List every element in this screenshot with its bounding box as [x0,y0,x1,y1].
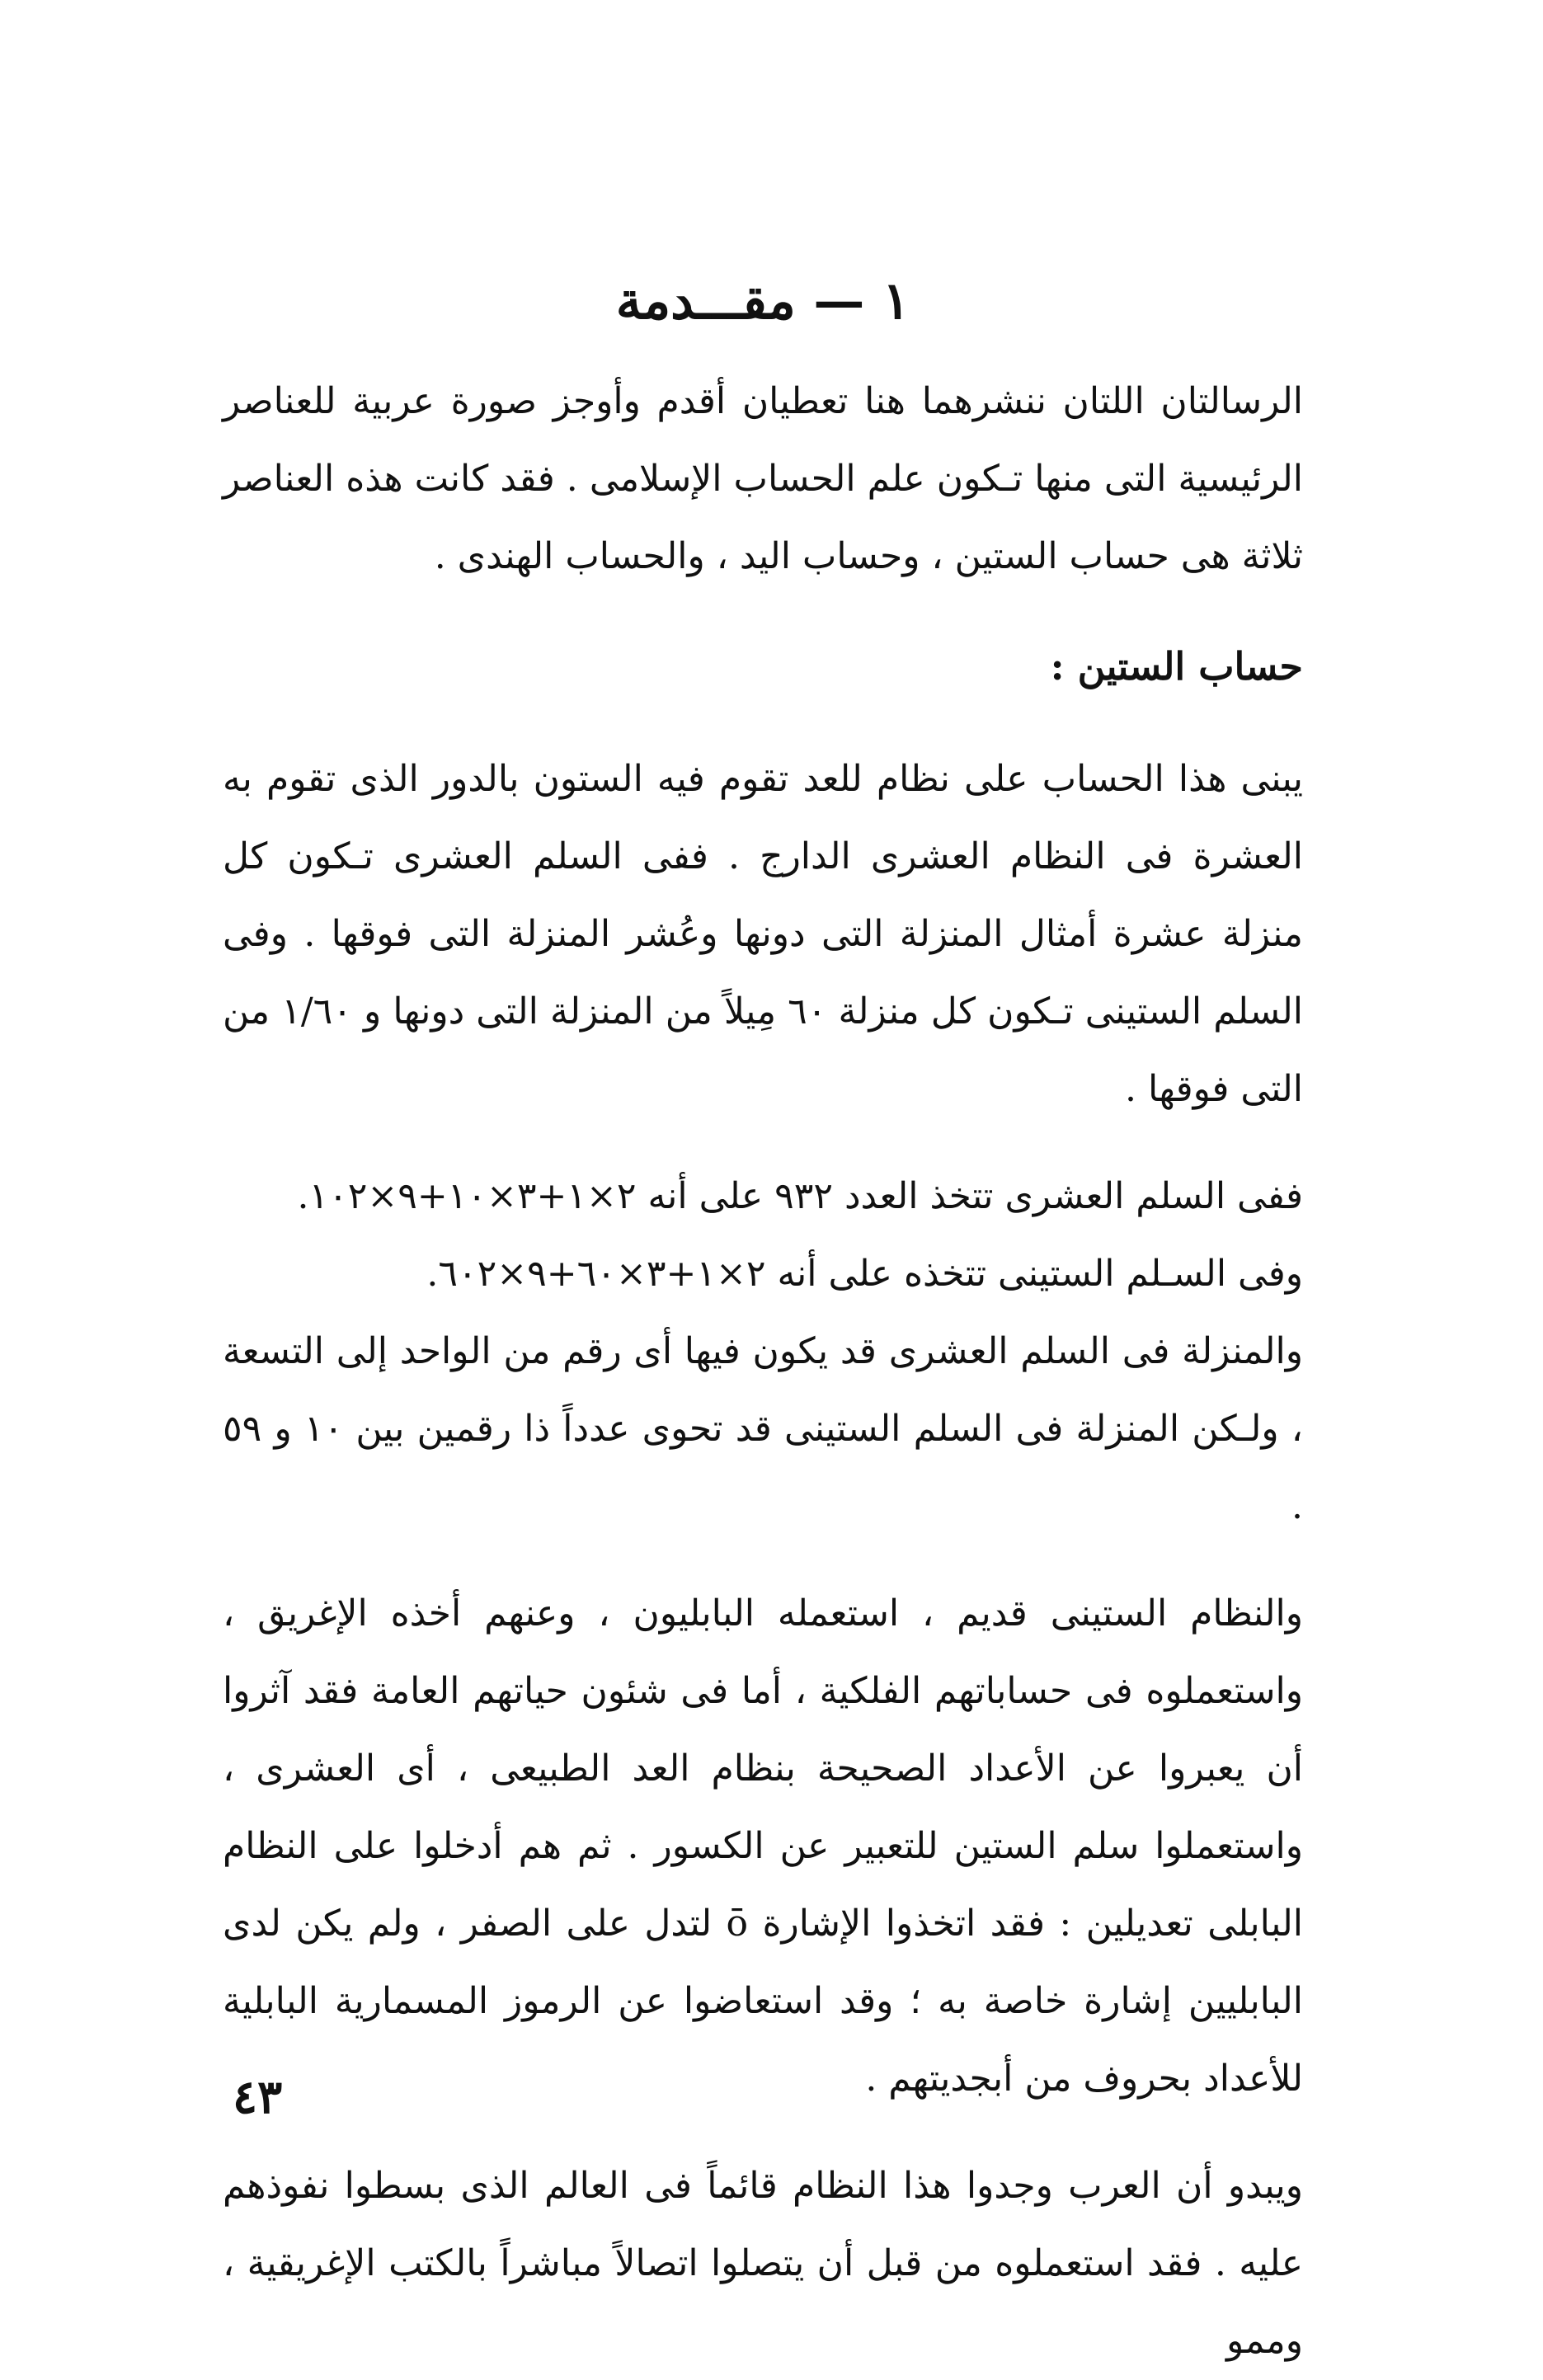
chapter-heading: ١ — مقـــدمة [615,270,910,331]
arabs-paragraph: ويبدو أن العرب وجدوا هذا النظام قائماً فى العالم الذى بسطوا نفوذهم عليه . فقد استعملوه من قبل أن يتصلوا اتصالاً مباشراً بالكتب الإغريقية ، وممو [223,2165,1303,2362]
babylonian-paragraph: والنظام الستينى قديم ، استعمله البابليون ، وعنهم أخذه الإغريق ، واستعملوه فى حساباتهم الفلكية ، أما فى شئون حياتهم العامة فقد آثروا أن يعبروا عن الأعداد الصحيحة بنظام العد الطبيعى ، أى العشرى ، واستعملوا سلم الستين للتعبير عن الكسور . ثم هم أدخلوا على النظام البابلى تعديلين : فقد اتخذوا الإشارة ō لتدل على الصفر ، ولم يكن لدى البابليين إشارة خاصة به ؛ وقد استعاضوا عن الرموز المسمارية البابلية للأعداد بحروف من أبجديتهم . [223,1592,1303,2100]
page-number: ٤٣ [233,2070,283,2124]
decimal-example-line: ففى السلم العشرى تتخذ العدد ٩٣٢ على أنه ٢×١+٣×١٠+٩×١٠٢. [297,1175,1303,1217]
sexagesimal-paragraph: يبنى هذا الحساب على نظام للعد تقوم فيه الستون بالدور الذى تقوم به العشرة فى النظام العشرى الدارج . ففى السلم العشرى تـكون كل منزلة عشرة أمثال المنزلة التى دونها وعُشر المنزلة التى فوقها . وفى السلم الستينى تـكون كل منزلة ٦٠ مِيلاً من المنزلة التى دونها و ١/٦٠ من التى فوقها . [223,758,1303,1110]
sexagesimal-example-line: وفى السـلم الستينى تتخذه على أنه ٢×١+٣×٦٠+٩×٦٠٢. [426,1253,1303,1295]
document-page [223,264,1303,2380]
intro-paragraph: الرسالتان اللتان ننشرهما هنا تعطيان أقدم وأوجز صورة عربية للعناصر الرئيسية التى منها تـكون علم الحساب الإسلامى . فقد كانت هذه العناصر ثلاثة هى حساب الستين ، وحساب اليد ، والحساب الهندى . [223,380,1303,577]
section-title: حساب الستين : [1050,644,1303,689]
place-value-paragraph: والمنزلة فى السلم العشرى قد يكون فيها أى رقم من الواحد إلى التسعة ، ولـكن المنزلة فى السلم الستينى قد تحوى عدداً ذا رقمين بين ١٠ و ٥٩ . [223,1330,1303,1527]
